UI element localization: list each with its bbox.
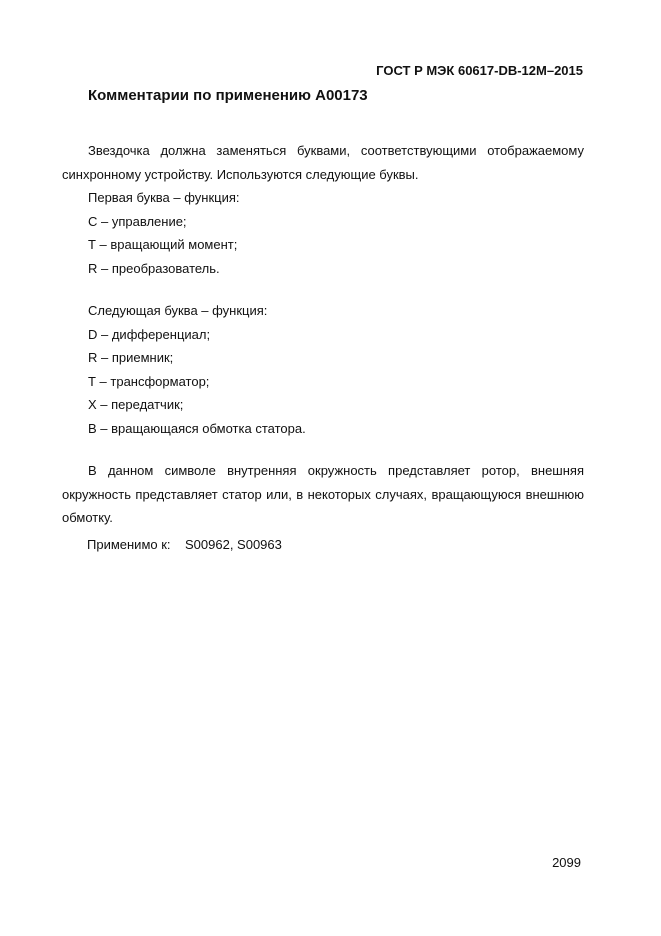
applies-to-line (87, 533, 282, 557)
next-letter-item: Х – передатчик; (88, 397, 184, 412)
symbol-description-block (62, 459, 584, 530)
next-letter-item: D – дифференциал; (88, 326, 211, 342)
next-letter-item: В – вращающаяся обмотка статора. (88, 420, 306, 436)
page-number: 2099 (552, 855, 581, 870)
next-letter-item: Т – трансформатор; (88, 373, 210, 389)
next-letter-heading: Следующая буква – функция: (88, 303, 268, 318)
next-letter-block (62, 299, 584, 440)
first-letter-heading: Первая буква – функция: (88, 190, 240, 205)
usage-intro-paragraph: Звездочка должна заменяться буквами, соответствующими отображаемому синхронному устройству. Используются следующие буквы. (62, 143, 584, 182)
applies-to-label: Применимо к: (87, 537, 171, 552)
applies-to-value: S00962, S00963 (185, 537, 282, 552)
first-letter-item: R – преобразователь. (88, 260, 220, 276)
first-letter-item: Т – вращающий момент; (88, 237, 238, 252)
section-title: Комментарии по применению А00173 (88, 87, 368, 104)
next-letter-item: R – приемник; (88, 350, 174, 365)
usage-intro-block (62, 139, 584, 280)
symbol-description-paragraph: В данном символе внутренняя окружность представляет ротор, внешняя окружность представляет статор или, в некоторых случаях, вращающуюся внешнюю обмотку. (62, 463, 584, 525)
standard-code: ГОСТ Р МЭК 60617-DB-12M–2015 (376, 63, 583, 78)
first-letter-item: С – управление; (88, 213, 187, 229)
